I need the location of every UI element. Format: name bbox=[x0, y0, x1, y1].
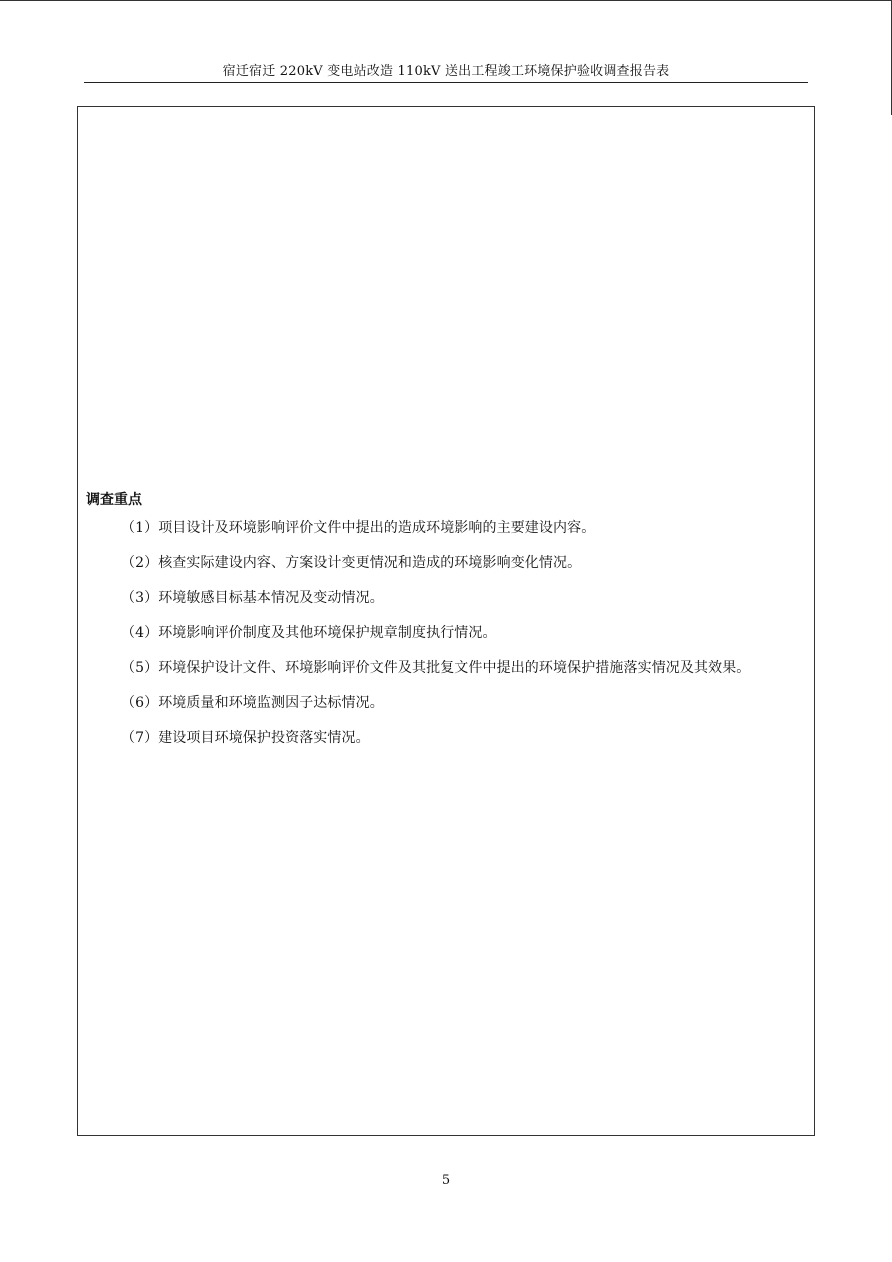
list-item: （4）环境影响评价制度及其他环境保护规章制度执行情况。 bbox=[121, 625, 497, 641]
page-number: 5 bbox=[441, 1173, 451, 1188]
header-rule bbox=[84, 82, 808, 83]
list-item: （7）建设项目环境保护投资落实情况。 bbox=[121, 730, 370, 746]
section-title: 调查重点 bbox=[86, 492, 142, 508]
list-item: （5）环境保护设计文件、环境影响评价文件及其批复文件中提出的环境保护措施落实情况及其效果。 bbox=[121, 660, 751, 676]
page-top-border bbox=[0, 0, 892, 1]
focus-list bbox=[121, 518, 750, 763]
running-header: 宿迁宿迁 220kV 变电站改造 110kV 送出工程竣工环境保护验收调查报告表 bbox=[222, 64, 670, 79]
list-item: （3）环境敏感目标基本情况及变动情况。 bbox=[121, 590, 384, 606]
list-item: （6）环境质量和环境监测因子达标情况。 bbox=[121, 695, 384, 711]
list-item: （2）核查实际建设内容、方案设计变更情况和造成的环境影响变化情况。 bbox=[121, 555, 582, 571]
list-item: （1）项目设计及环境影响评价文件中提出的造成环境影响的主要建设内容。 bbox=[121, 520, 596, 536]
